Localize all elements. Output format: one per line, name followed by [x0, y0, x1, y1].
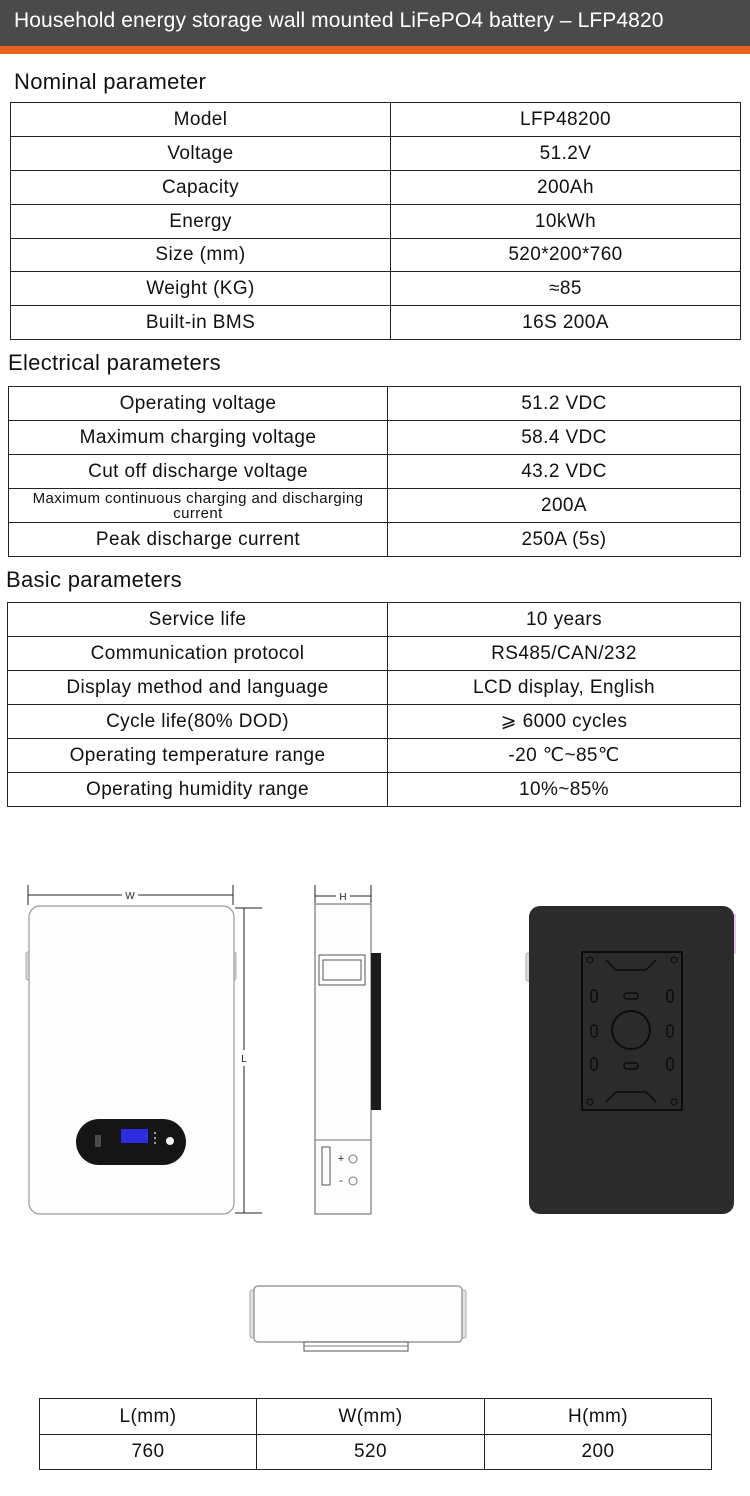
table-row [8, 671, 741, 705]
param-label: Operating voltage [9, 387, 388, 421]
top-view-drawing [250, 1286, 466, 1351]
page-title: Household energy storage wall mounted LiFePO4 battery – LFP4820 [14, 9, 664, 32]
param-value: 51.2V [391, 137, 741, 171]
param-value: 43.2 VDC [388, 455, 741, 489]
height-dimension-label: H [339, 892, 347, 903]
param-label: Peak discharge current [9, 523, 388, 557]
table-row [11, 205, 741, 239]
nominal-parameter-table [10, 102, 741, 340]
param-value: 58.4 VDC [388, 421, 741, 455]
back-view-drawing [526, 906, 736, 1214]
table-row [8, 773, 741, 807]
param-label: Model [11, 103, 391, 137]
table-row [8, 637, 741, 671]
param-value: 16S 200A [391, 306, 741, 340]
length-dimension-label: L [241, 1054, 247, 1065]
param-value: 520*200*760 [391, 239, 741, 272]
nominal-section-title: Nominal parameter [14, 69, 207, 94]
lcd-screen [121, 1129, 148, 1143]
header-accent-bar [0, 46, 750, 54]
table-row [11, 272, 741, 306]
header-banner [0, 0, 750, 46]
height-value: 200 [485, 1435, 712, 1470]
column-header-width: W(mm) [257, 1399, 485, 1435]
table-row [11, 306, 741, 340]
column-header-length: L(mm) [40, 1399, 257, 1435]
table-row [9, 421, 741, 455]
param-value: ≈85 [391, 272, 741, 306]
basic-section-title: Basic parameters [6, 567, 182, 592]
svg-text:+: + [337, 1153, 345, 1165]
param-label: Energy [11, 205, 391, 239]
param-label: Voltage [11, 137, 391, 171]
param-value: -20 ℃~85℃ [388, 739, 741, 773]
column-header-height: H(mm) [485, 1399, 712, 1435]
table-row [9, 489, 741, 523]
svg-text:-: - [339, 1175, 343, 1187]
table-row [11, 137, 741, 171]
table-row [8, 603, 741, 637]
param-value: 250A (5s) [388, 523, 741, 557]
param-value: ⩾ 6000 cycles [388, 705, 741, 739]
param-value: RS485/CAN/232 [388, 637, 741, 671]
param-value: 10%~85% [388, 773, 741, 807]
param-value: 200Ah [391, 171, 741, 205]
param-label: Communication protocol [8, 637, 388, 671]
param-label: Display method and language [8, 671, 388, 705]
table-row [9, 387, 741, 421]
param-label: Size (mm) [11, 239, 391, 272]
param-value: 10kWh [391, 205, 741, 239]
table-row [8, 739, 741, 773]
width-value: 520 [257, 1435, 485, 1470]
param-value: LCD display, English [388, 671, 741, 705]
table-row [11, 239, 741, 272]
front-view-drawing [26, 885, 262, 1214]
param-label: Weight (KG) [11, 272, 391, 306]
width-dimension-label: W [125, 891, 135, 902]
param-label: Maximum continuous charging and discharging current [9, 489, 388, 523]
length-value: 760 [40, 1435, 257, 1470]
param-value: 10 years [388, 603, 741, 637]
electrical-section-title: Electrical parameters [8, 350, 221, 375]
param-label: Operating humidity range [8, 773, 388, 807]
basic-parameter-table [7, 602, 741, 807]
battery-drawings [0, 880, 750, 1360]
table-row [8, 705, 741, 739]
power-button-icon [166, 1137, 174, 1145]
param-value: 200A [388, 489, 741, 523]
table-row [11, 103, 741, 137]
param-label: Cut off discharge voltage [9, 455, 388, 489]
table-row [11, 171, 741, 205]
param-label: Capacity [11, 171, 391, 205]
dimensions-table [39, 1398, 712, 1470]
table-row [9, 455, 741, 489]
table-row [9, 523, 741, 557]
param-label: Cycle life(80% DOD) [8, 705, 388, 739]
param-label: Built-in BMS [11, 306, 391, 340]
table-row [40, 1435, 712, 1470]
table-row [40, 1399, 712, 1435]
side-view-drawing [315, 885, 381, 1214]
param-value: 51.2 VDC [388, 387, 741, 421]
param-value: LFP48200 [391, 103, 741, 137]
param-label: Operating temperature range [8, 739, 388, 773]
param-label: Service life [8, 603, 388, 637]
param-label: Maximum charging voltage [9, 421, 388, 455]
electrical-parameter-table [8, 386, 741, 557]
